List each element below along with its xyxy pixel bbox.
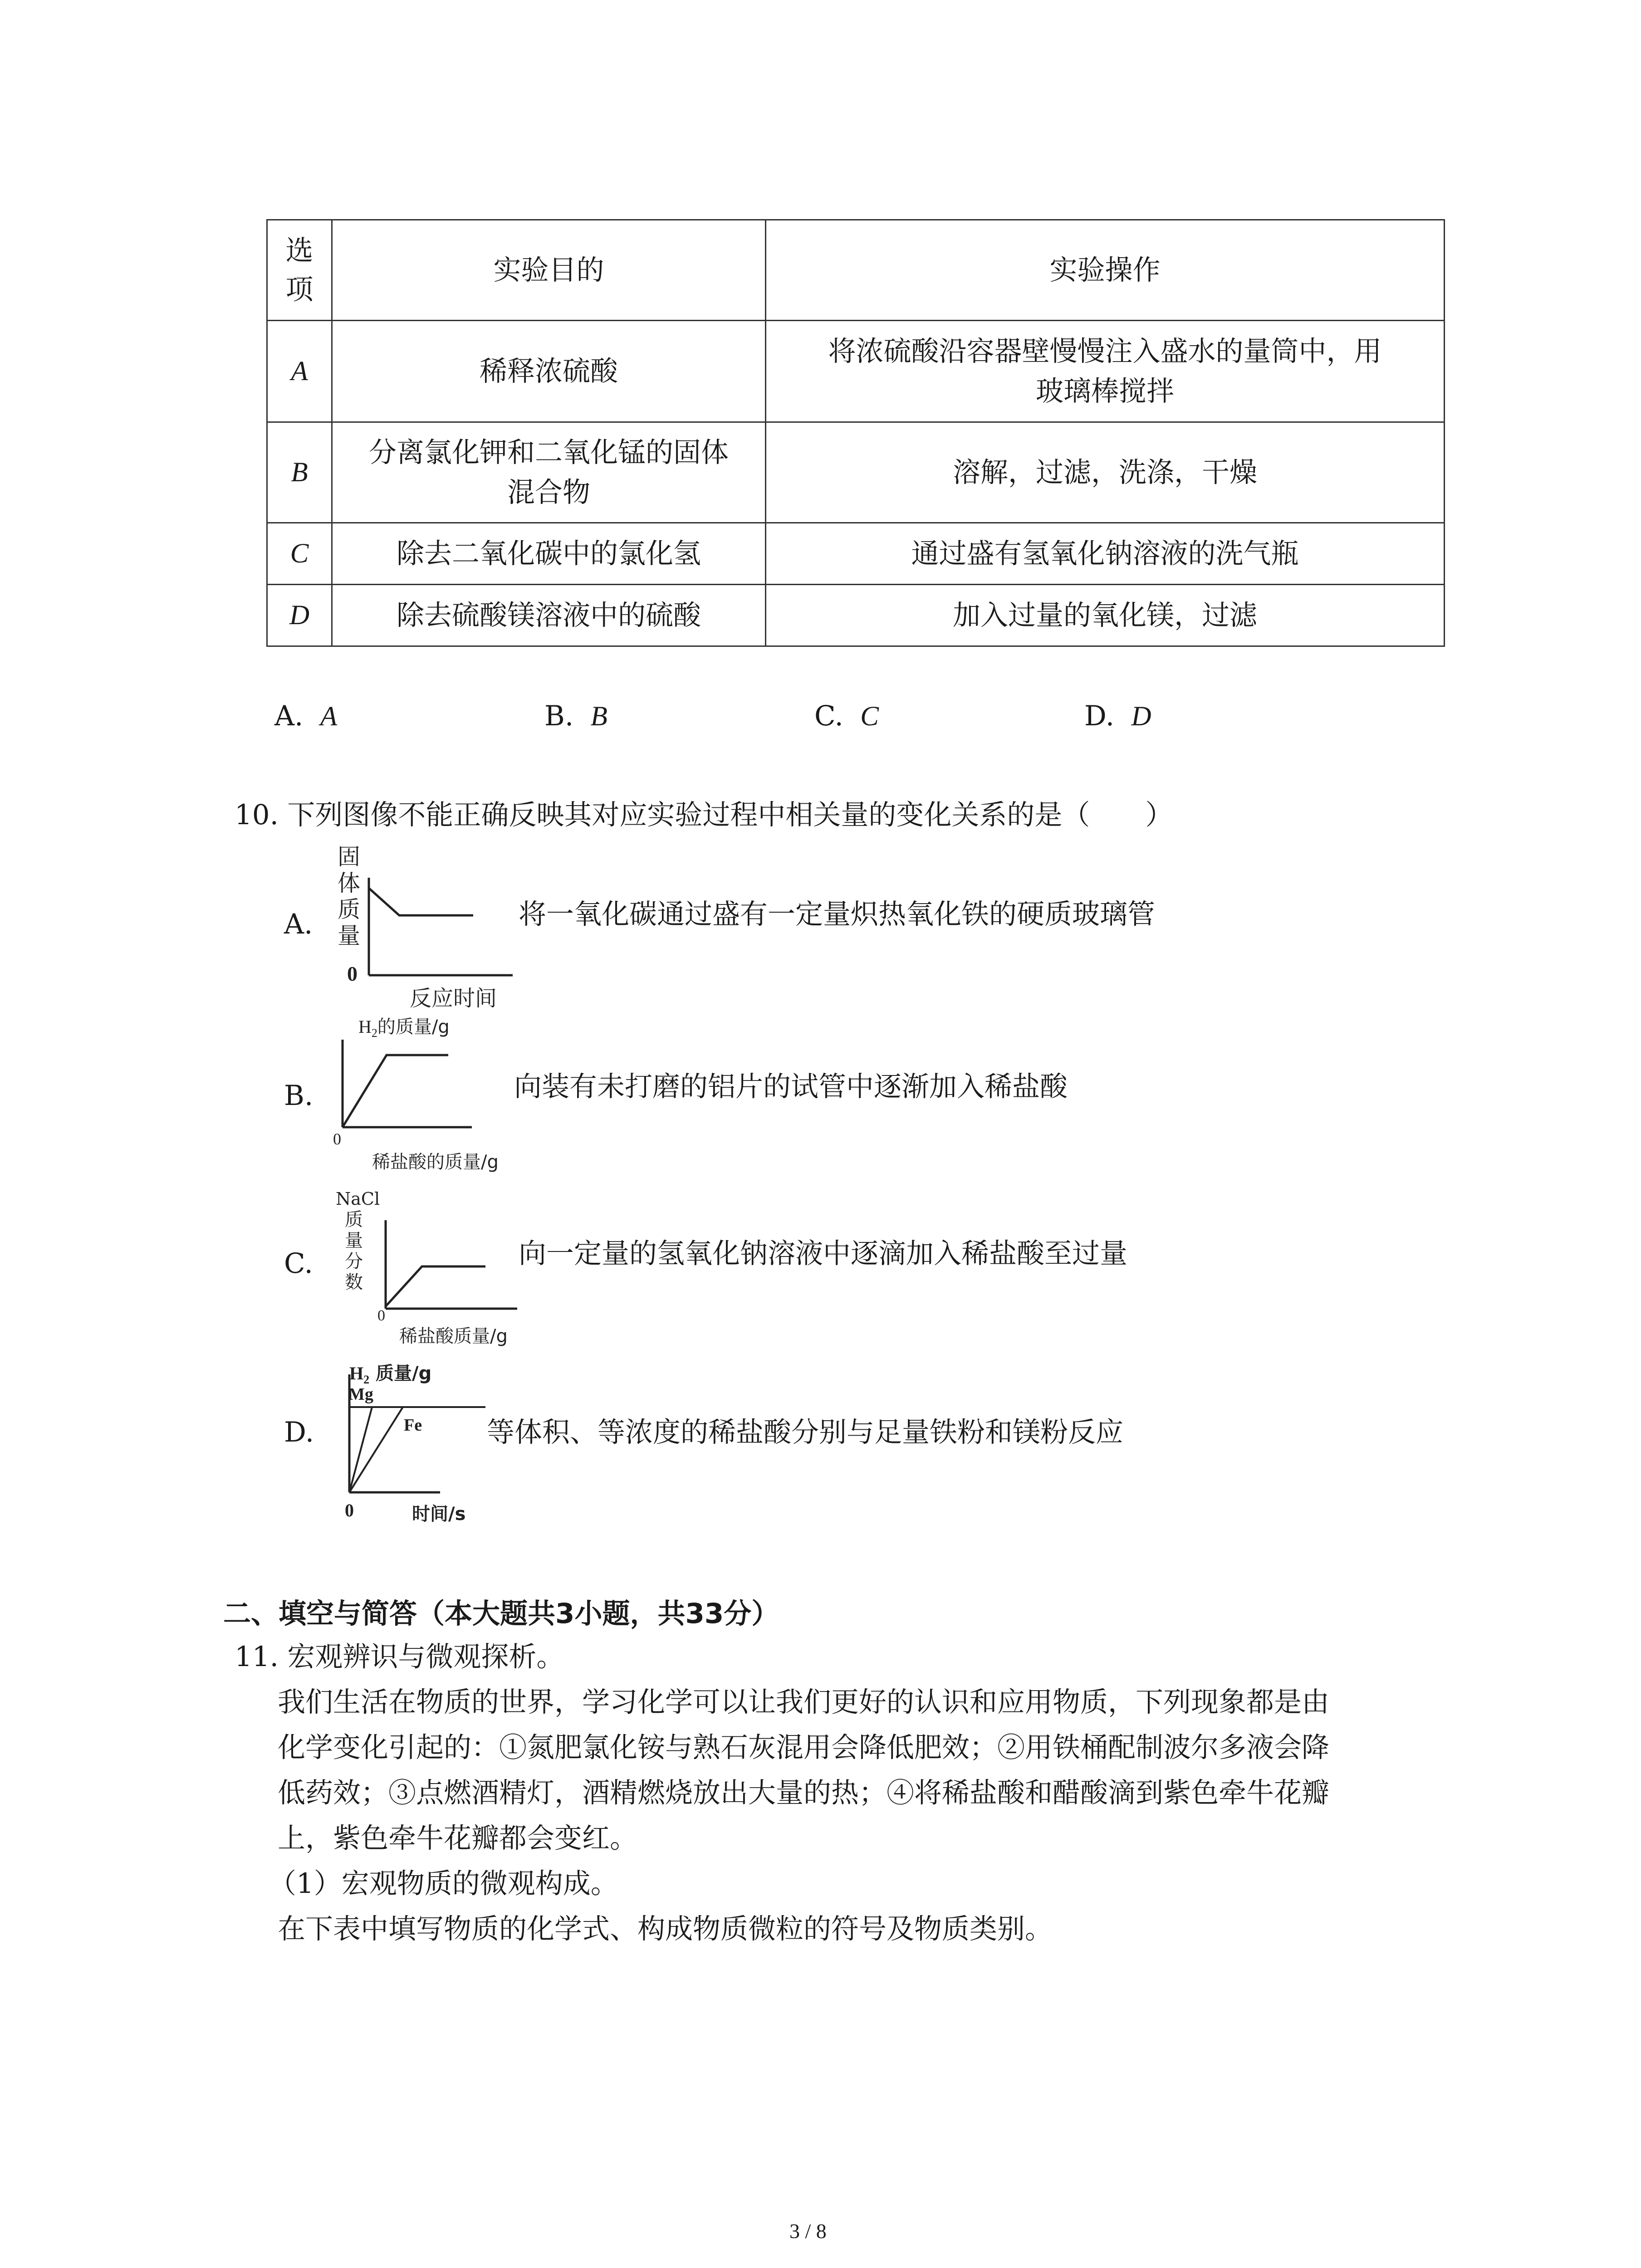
graph-a-ylabel-char: 体 [338,870,360,896]
choice-a[interactable] [274,702,337,730]
graph-d-ylabel-rest: 质量/g [369,1363,432,1384]
graph-d-xlabel: 时间/s [412,1504,466,1525]
graph-b [333,1012,526,1175]
row-purpose [332,422,766,523]
graph-c-ylabel-char: 数 [345,1272,363,1293]
q10-option-d-label[interactable]: D. [284,1416,314,1448]
q10-option-d-text: 等体积、等浓度的稀盐酸分别与足量铁粉和镁粉反应 [487,1416,1124,1448]
graph-c-xlabel: 稀盐酸质量/g [399,1326,508,1347]
row-purpose-line: 混合物 [507,476,590,508]
row-operation-line: 加入过量的氧化镁，过滤 [952,599,1257,631]
q11-para-line: 上，紫色牵牛花瓣都会变红。 [278,1822,638,1854]
page-number: 3 / 8 [789,2219,827,2243]
graph-c [336,1188,535,1347]
graph-a [333,844,524,1016]
choice-b[interactable] [544,702,607,730]
section-heading: 二、填空与简答（本大题共3小题，共33分） [223,1598,779,1630]
graph-d-origin: 0 [345,1500,354,1520]
graph-a-ylabel-char: 量 [338,923,360,949]
row-purpose [332,523,766,585]
header-purpose: 实验目的 [332,220,766,321]
row-operation-line: 通过盛有氢氧化钠溶液的洗气瓶 [911,537,1299,570]
graph-d-series-mg: Mg [348,1385,373,1404]
graph-a-origin: 0 [347,962,358,985]
header-operation: 实验操作 [766,220,1445,321]
graph-a-ylabel-char: 固 [338,844,360,870]
q11-title: 11. 宏观辨识与微观探析。 [235,1641,564,1673]
choice-a-label: A. [274,700,304,732]
header-option-line: 选 [285,234,314,267]
row-option: D [267,585,332,646]
q11-para-line: 低药效；③点燃酒精灯，酒精燃烧放出大量的热；④将稀盐酸和醋酸滴到紫色牵牛花瓣 [278,1777,1330,1809]
q10-option-c-text: 向一定量的氢氧化钠溶液中逐滴加入稀盐酸至过量 [519,1237,1128,1270]
graph-d-ylabel-sub: 2 [363,1373,370,1386]
row-option: C [267,523,332,585]
row-operation-line: 将浓硫酸沿容器壁慢慢注入盛水的量筒中，用 [828,335,1382,367]
row-purpose-line: 分离氯化钾和二氧化锰的固体 [368,436,729,469]
row-operation [766,585,1445,646]
q10-option-a-text: 将一氧化碳通过盛有一定量炽热氧化铁的硬质玻璃管 [519,898,1156,930]
row-option: B [267,422,332,523]
choice-c-value: C [860,701,879,732]
row-operation-line: 溶解，过滤，洗涤，干燥 [952,456,1257,489]
graph-d [336,1356,490,1533]
q11-sub1-text: 在下表中填写物质的化学式、构成物质微粒的符号及物质类别。 [278,1913,1053,1945]
choice-d-value: D [1131,701,1151,732]
choice-c[interactable] [814,702,879,730]
q10-option-a-label[interactable]: A. [284,908,313,940]
experiment-table [266,219,1445,647]
graph-d-curve-mg [349,1407,372,1492]
graph-c-curve [386,1266,485,1306]
graph-c-ylabel-char: NaCl [336,1189,380,1209]
graph-c-origin: 0 [377,1307,385,1324]
q11-para-line: 我们生活在物质的世界，学习化学可以让我们更好的认识和应用物质，下列现象都是由 [278,1686,1330,1718]
graph-d-series-fe: Fe [404,1416,422,1435]
table-row [267,321,1445,422]
graph-a-ylabel-char: 质 [338,896,360,923]
graph-b-origin: 0 [333,1130,341,1148]
table-row [267,422,1445,523]
row-option: A [267,321,332,422]
graph-a-curve [369,888,473,915]
graph-a-xlabel: 反应时间 [410,986,497,1011]
row-operation [766,422,1445,523]
row-purpose-line: 稀释浓硫酸 [479,355,618,387]
graph-b-ylabel-rest: 的质量/g [377,1017,450,1037]
choice-d-label: D. [1084,700,1115,732]
header-option-line: 项 [285,273,314,306]
graph-c-ylabel-char: 量 [345,1230,363,1251]
choice-b-value: B [590,701,607,732]
row-operation [766,321,1445,422]
choice-b-label: B. [544,700,574,732]
q11-sub1: （1）宏观物质的微观构成。 [269,1867,618,1900]
choice-c-label: C. [814,700,843,732]
row-operation [766,523,1445,585]
graph-b-xlabel: 稀盐酸的质量/g [372,1152,499,1173]
header-option [267,220,332,321]
graph-b-curve [343,1055,448,1127]
table-row [267,585,1445,646]
graph-c-ylabel-char: 分 [345,1251,363,1272]
choice-d[interactable] [1084,702,1151,730]
graph-b-ylabel-h: H [358,1017,372,1037]
graph-c-plot [336,1188,535,1343]
graph-d-curve-fe [349,1407,403,1492]
graph-d-ylabel-h: H [349,1363,364,1383]
q10-option-b-label[interactable]: B. [284,1080,314,1112]
row-purpose [332,321,766,422]
q10-option-c-label[interactable]: C. [284,1247,313,1280]
row-purpose-line: 除去二氧化碳中的氯化氢 [396,537,701,570]
q11-para-line: 化学变化引起的：①氮肥氯化铵与熟石灰混用会降低肥效；②用铁桶配制波尔多液会降 [278,1731,1330,1764]
graph-c-ylabel-char: 质 [345,1209,363,1230]
q10-option-b-text: 向装有未打磨的铝片的试管中逐渐加入稀盐酸 [514,1070,1068,1103]
row-purpose [332,585,766,646]
graph-b-ylabel-sub: 2 [371,1026,377,1040]
row-purpose-line: 除去硫酸镁溶液中的硫酸 [396,599,701,631]
choice-a-value: A [320,701,338,732]
row-operation-line: 玻璃棒搅拌 [1035,375,1174,407]
table-row [267,523,1445,585]
q10-stem: 10. 下列图像不能正确反映其对应实验过程中相关量的变化关系的是（ ） [235,799,1173,831]
table-header-row [267,220,1445,321]
